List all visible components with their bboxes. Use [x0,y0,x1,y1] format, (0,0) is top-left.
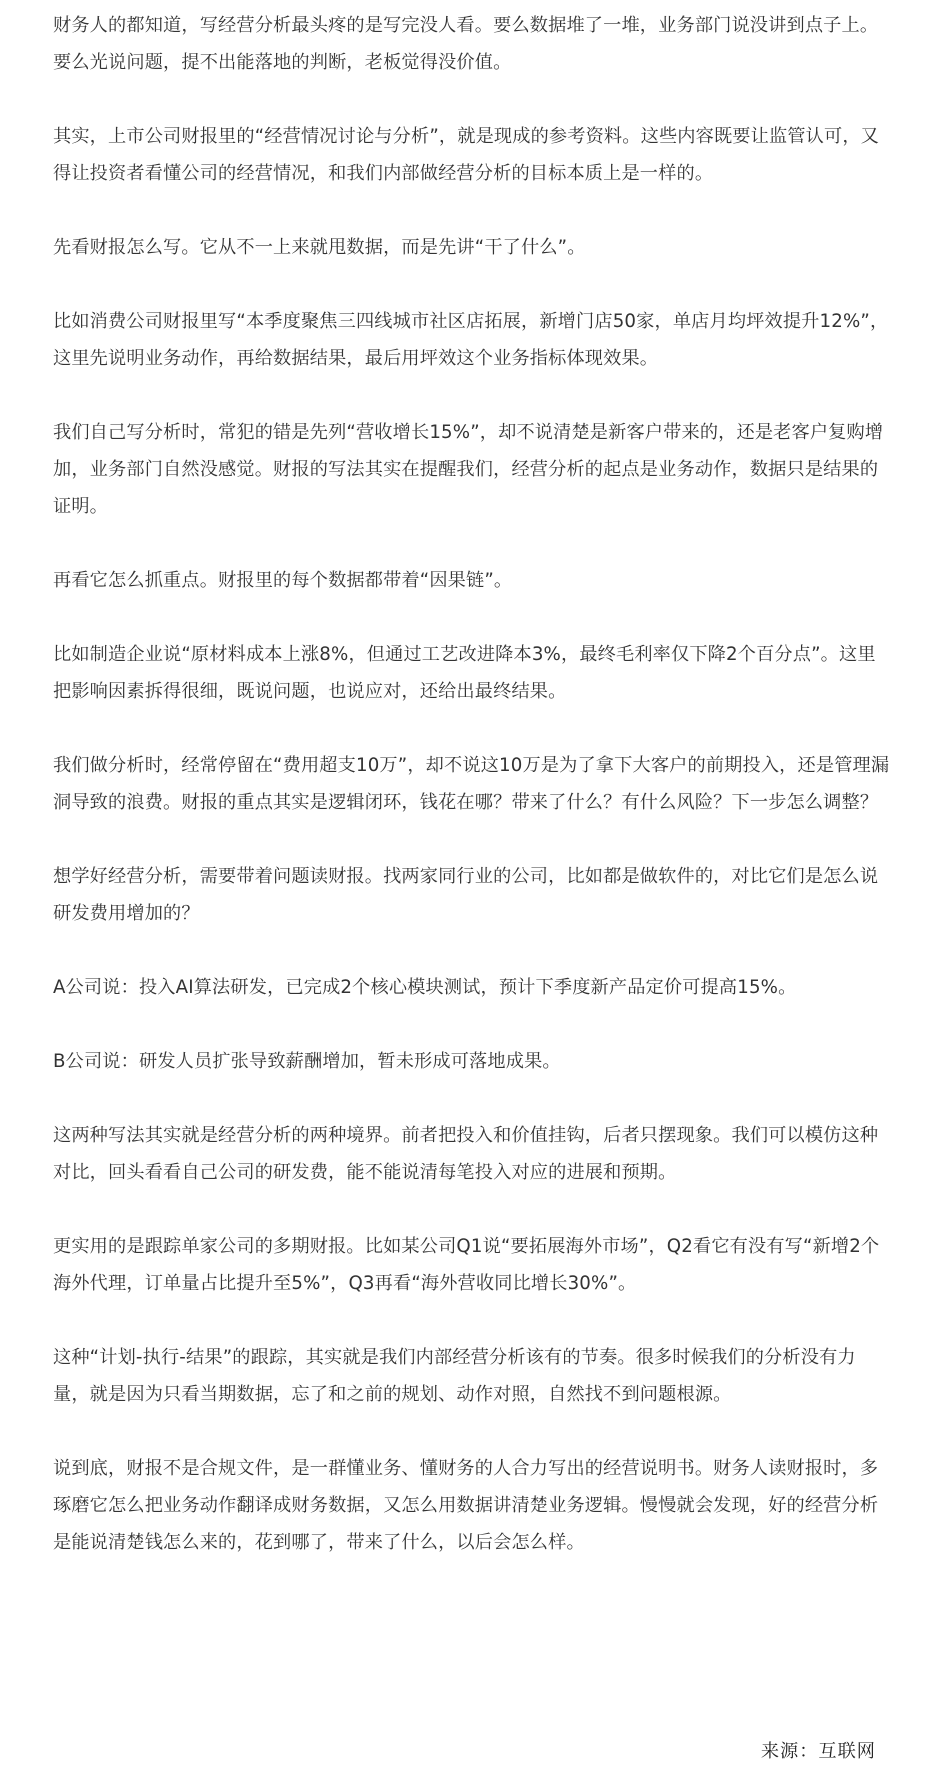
paragraph: 更实用的是跟踪单家公司的多期财报。比如某公司Q1说“要拓展海外市场”，Q2看它有没有写“新增2个海外代理，订单量占比提升至5%”，Q3再看“海外营收同比增长30%”。 [53,1236,880,1294]
paragraph: A公司说：投入AI算法研发，已完成2个核心模块测试，预计下季度新产品定价可提高15%。 [53,977,797,998]
paragraph: 我们自己写分析时，常犯的错是先列“营收增长15%”，却不说清楚是新客户带来的，还是老客户复购增加，业务部门自然没感觉。财报的写法其实在提醒我们，经营分析的起点是业务动作，数据只是结果的证明。 [53,422,884,517]
paragraph: 其实，上市公司财报里的“经营情况讨论与分析”，就是现成的参考资料。这些内容既要让监管认可，又得让投资者看懂公司的经营情况，和我们内部做经营分析的目标本质上是一样的。 [53,126,879,184]
paragraph: B公司说：研发人员扩张导致薪酬增加，暂未形成可落地成果。 [53,1051,561,1072]
source-attribution: 来源：互联网 [760,1741,876,1762]
paragraph: 先看财报怎么写。它从不一上来就甩数据，而是先讲“干了什么”。 [53,237,586,258]
paragraph: 我们做分析时，经常停留在“费用超支10万”，却不说这10万是为了拿下大客户的前期投入，还是管理漏洞导致的浪费。财报的重点其实是逻辑闭环，钱花在哪？带来了什么？有什么风险？下一步怎么调整？ [53,755,890,813]
paragraph: 这两种写法其实就是经营分析的两种境界。前者把投入和价值挂钩，后者只摆现象。我们可以模仿这种对比，回头看看自己公司的研发费，能不能说清每笔投入对应的进展和预期。 [53,1125,879,1183]
paragraph: 再看它怎么抓重点。财报里的每个数据都带着“因果链”。 [53,570,513,591]
paragraph: 这种“计划-执行-结果”的跟踪，其实就是我们内部经营分析该有的节奏。很多时候我们的分析没有力量，就是因为只看当期数据，忘了和之前的规划、动作对照，自然找不到问题根源。 [53,1347,856,1405]
paragraph: 比如消费公司财报里写“本季度聚焦三四线城市社区店拓展，新增门店50家，单店月均坪效提升12%”，这里先说明业务动作，再给数据结果，最后用坪效这个业务指标体现效果。 [53,311,889,369]
paragraph: 财务人的都知道，写经营分析最头疼的是写完没人看。要么数据堆了一堆，业务部门说没讲到点子上。要么光说问题，提不出能落地的判断，老板觉得没价值。 [53,15,879,73]
paragraph: 说到底，财报不是合规文件，是一群懂业务、懂财务的人合力写出的经营说明书。财务人读财报时，多琢磨它怎么把业务动作翻译成财务数据，又怎么用数据讲清楚业务逻辑。慢慢就会发现，好的经营分析是能说清楚钱怎么来的，花到哪了，带来了什么，以后会怎么样。 [53,1458,879,1553]
paragraph: 想学好经营分析，需要带着问题读财报。找两家同行业的公司，比如都是做软件的，对比它们是怎么说研发费用增加的？ [53,866,879,924]
article-body [53,7,891,1598]
paragraph: 比如制造企业说“原材料成本上涨8%，但通过工艺改进降本3%，最终毛利率仅下降2个百分点”。这里把影响因素拆得很细，既说问题，也说应对，还给出最终结果。 [53,644,876,702]
